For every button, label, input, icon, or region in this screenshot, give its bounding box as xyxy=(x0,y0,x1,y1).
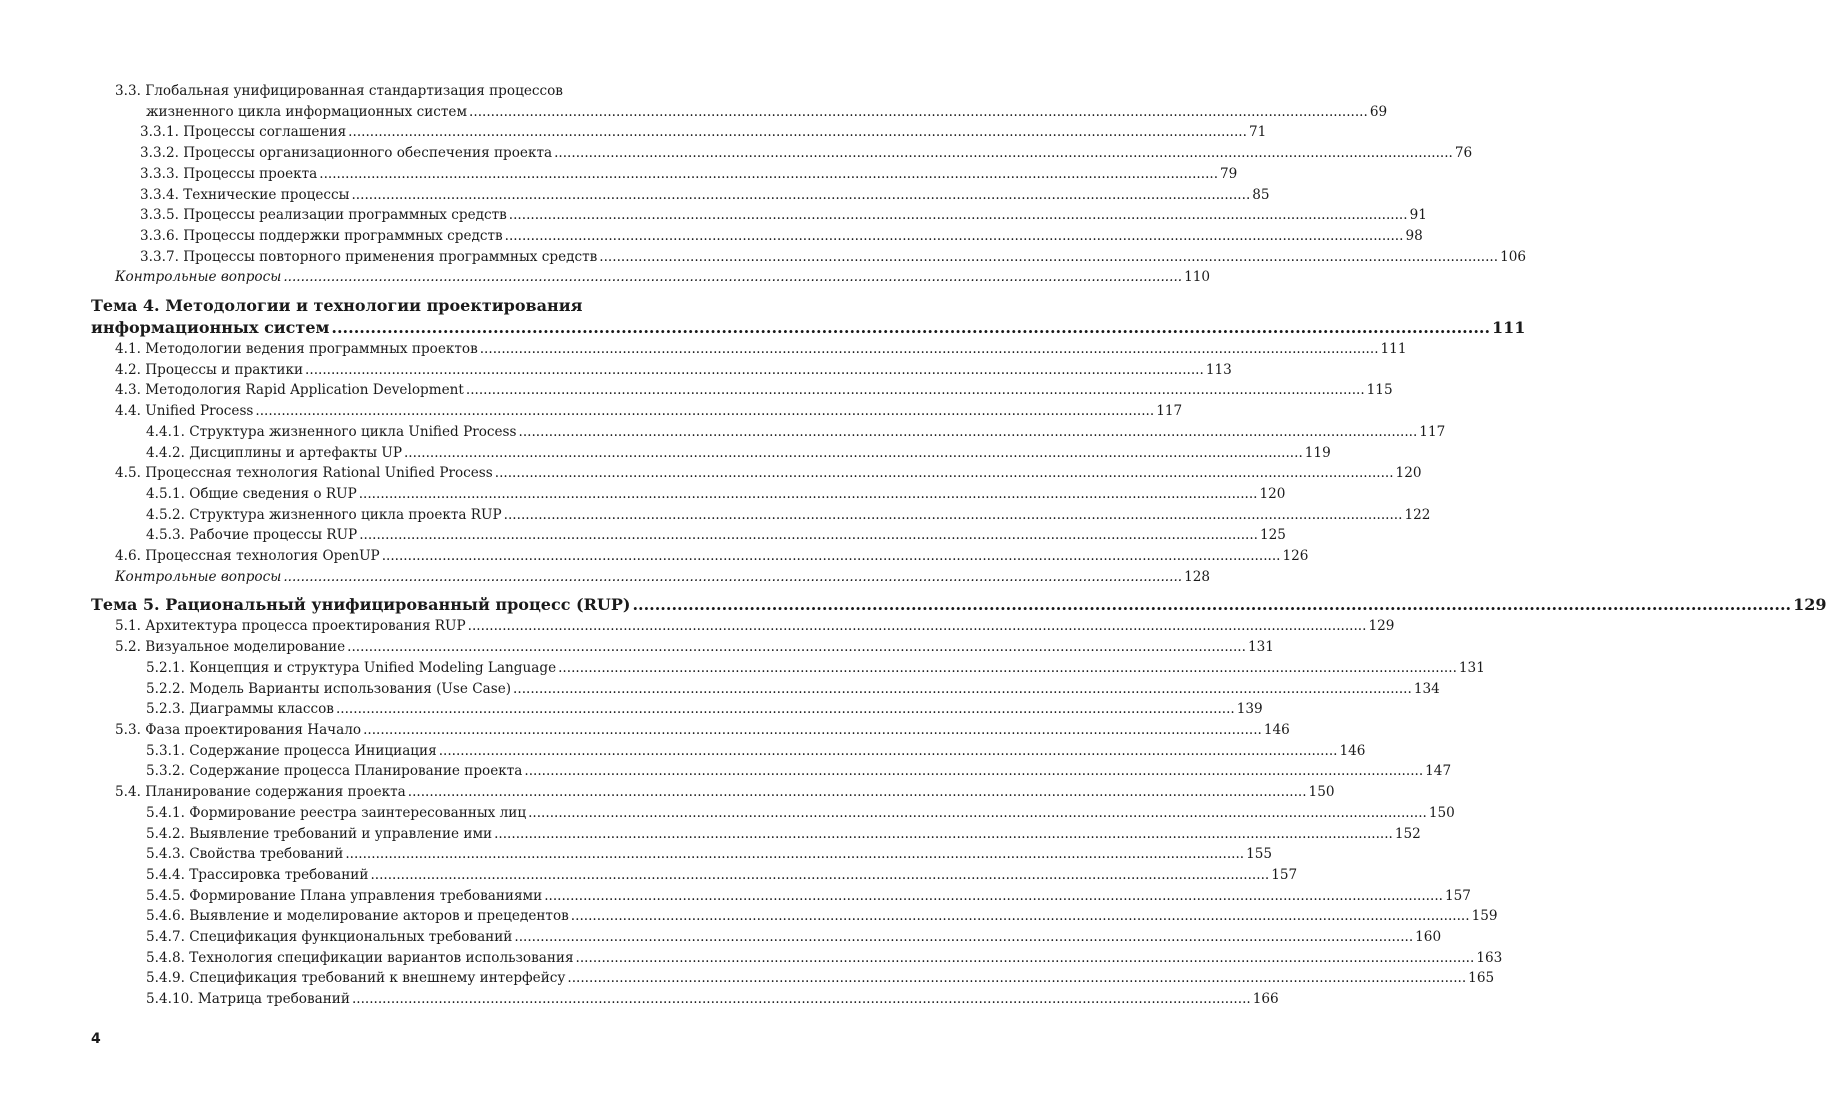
toc-page-number: 147 xyxy=(1425,763,1452,780)
toc-entry-title: 4.3. Методология Rapid Application Development xyxy=(115,382,464,399)
toc-entry-title: 3.3.2. Процессы организационного обеспечения проекта xyxy=(140,145,553,162)
toc-subsection xyxy=(91,824,1421,845)
page-number: 4 xyxy=(91,1031,101,1047)
toc-page-number: 131 xyxy=(1247,639,1274,656)
dot-leader xyxy=(480,339,1379,360)
dot-leader xyxy=(283,267,1182,288)
dot-leader xyxy=(404,443,1303,464)
dot-leader xyxy=(348,122,1247,143)
toc-entry-title: 5.1. Архитектура процесса проектирования RUP xyxy=(115,618,466,635)
dot-leader xyxy=(554,143,1453,164)
toc-entry-title: 3.3.1. Процессы соглашения xyxy=(140,124,347,141)
toc-entry-title: 4.5.3. Рабочие процессы RUP xyxy=(146,527,358,544)
toc-entry-title: 5.4.3. Свойства требований xyxy=(146,846,344,863)
toc-page-number: 125 xyxy=(1259,527,1286,544)
toc-page-number: 146 xyxy=(1339,742,1366,759)
toc-page-number: 150 xyxy=(1308,784,1335,801)
dot-leader xyxy=(345,844,1244,865)
toc-subsection xyxy=(91,865,1298,886)
toc-page-number: 126 xyxy=(1282,548,1309,565)
toc-subsection xyxy=(91,968,1495,989)
toc-entry-title: 4.2. Процессы и практики xyxy=(115,361,304,378)
toc-subsection xyxy=(91,122,1267,143)
dot-leader xyxy=(567,968,1466,989)
toc-subsection xyxy=(91,205,1427,226)
toc-subsection xyxy=(91,422,1446,443)
toc-section xyxy=(91,360,1232,381)
toc-entry-title: 5.4.2. Выявление требований и управление ими xyxy=(146,825,493,842)
toc-entry-title: 3.3.4. Технические процессы xyxy=(140,186,350,203)
toc-entry-title: 5.2.3. Диаграммы классов xyxy=(146,701,334,718)
toc-page-number: 129 xyxy=(1793,595,1826,615)
toc-subsection xyxy=(91,247,1527,268)
toc-entry-title: 5.4.9. Спецификация требований к внешнему интерфейсу xyxy=(146,970,566,987)
toc-entry-title: Контрольные вопросы xyxy=(115,568,282,585)
toc-section xyxy=(91,637,1274,658)
toc-topic-line xyxy=(91,594,1826,616)
toc-entry-title: 5.2.2. Модель Варианты использования (Use Case) xyxy=(146,680,512,697)
toc-entry-title: Контрольные вопросы xyxy=(115,269,282,286)
toc-entry-title: 5.4.7. Спецификация функциональных требований xyxy=(146,929,513,946)
dot-leader xyxy=(359,525,1258,546)
toc-entry-title: 5.3.2. Содержание процесса Планирование проекта xyxy=(146,763,523,780)
toc-topic-title: информационных систем xyxy=(91,318,330,338)
toc-page-number: 139 xyxy=(1236,701,1263,718)
toc-subsection xyxy=(91,927,1442,948)
toc-entry-continuation xyxy=(115,102,1388,123)
toc-subsection xyxy=(91,886,1471,907)
dot-leader xyxy=(576,948,1475,969)
dot-leader xyxy=(336,699,1235,720)
toc-entry-title: 5.3. Фаза проектирования Начало xyxy=(115,721,362,738)
dot-leader xyxy=(255,401,1154,422)
toc-entry-title: 4.1. Методологии ведения программных проектов xyxy=(115,341,478,358)
dot-leader xyxy=(494,824,1393,845)
toc-section xyxy=(91,463,1422,484)
toc-subsection xyxy=(91,761,1452,782)
toc-page-number: 71 xyxy=(1248,124,1267,141)
dot-leader xyxy=(519,422,1418,443)
toc-entry-title: 4.5.1. Общие сведения о RUP xyxy=(146,485,357,502)
toc-entry-title: 3.3. Глобальная унифицированная стандартизация процессов xyxy=(115,83,563,99)
dot-leader xyxy=(599,247,1498,268)
toc-page-number: 166 xyxy=(1252,991,1279,1008)
dot-leader xyxy=(352,989,1251,1010)
toc-subsection xyxy=(91,185,1270,206)
toc-page-number: 150 xyxy=(1428,804,1455,821)
dot-leader xyxy=(495,463,1394,484)
dot-leader xyxy=(632,594,1791,616)
toc-subsection xyxy=(91,484,1286,505)
dot-leader xyxy=(528,803,1427,824)
toc-entry-title: жизненного цикла информационных систем xyxy=(146,103,468,120)
dot-leader xyxy=(544,886,1443,907)
toc-subsection xyxy=(91,803,1455,824)
dot-leader xyxy=(347,637,1246,658)
toc-page-number: 113 xyxy=(1205,361,1232,378)
toc-subsection xyxy=(91,948,1503,969)
toc-section xyxy=(91,616,1395,637)
toc-entry-title: 5.4.10. Матрица требований xyxy=(146,991,350,1008)
toc-page-number: 163 xyxy=(1476,949,1503,966)
toc-entry-title: 3.3.3. Процессы проекта xyxy=(140,165,318,182)
toc-section xyxy=(91,720,1290,741)
toc-page-number: 146 xyxy=(1263,721,1290,738)
toc-page-number: 120 xyxy=(1259,485,1286,502)
toc-topic-5 xyxy=(91,594,1826,616)
dot-leader xyxy=(558,658,1457,679)
toc-topic-continuation xyxy=(91,317,1526,339)
toc-entry-title: 3.3.6. Процессы поддержки программных средств xyxy=(140,227,503,244)
toc-subsection xyxy=(91,164,1238,185)
toc-page-number: 91 xyxy=(1409,207,1427,224)
toc-page-number: 106 xyxy=(1500,248,1527,265)
toc-review-questions xyxy=(91,567,1211,588)
toc-section xyxy=(91,782,1335,803)
toc-entry-title: 4.4. Unified Process xyxy=(115,403,254,420)
toc-topic-title: Тема 4. Методологии и технологии проектирования xyxy=(91,296,583,316)
dot-leader xyxy=(514,927,1413,948)
toc-subsection xyxy=(91,443,1331,464)
toc-page-number: 129 xyxy=(1368,618,1395,635)
toc-page-number: 155 xyxy=(1246,846,1273,863)
dot-leader xyxy=(505,226,1404,247)
toc-entry-title: 4.6. Процессная технология OpenUP xyxy=(115,548,380,565)
toc-page-number: 165 xyxy=(1468,970,1495,987)
dot-leader xyxy=(408,782,1307,803)
toc-subsection xyxy=(91,989,1279,1010)
toc-entry-title: 4.5.2. Структура жизненного цикла проекта RUP xyxy=(146,506,502,523)
dot-leader xyxy=(509,205,1408,226)
toc-topic-title: Тема 5. Рациональный унифицированный процесс (RUP) xyxy=(91,595,631,615)
toc-entry-title: 4.4.2. Дисциплины и артефакты UP xyxy=(146,444,402,461)
toc-topic-4 xyxy=(91,295,1526,339)
toc-entry-title: 5.4.1. Формирование реестра заинтересованных лиц xyxy=(146,804,527,821)
toc-entry-title: 3.3.5. Процессы реализации программных средств xyxy=(140,207,507,224)
toc-review-questions xyxy=(91,267,1211,288)
toc-page-number: 117 xyxy=(1419,423,1446,440)
table-of-contents xyxy=(91,81,1826,1010)
toc-section xyxy=(91,339,1407,360)
dot-leader xyxy=(439,741,1338,762)
toc-subsection xyxy=(91,741,1366,762)
toc-subsection xyxy=(91,525,1286,546)
toc-page-number: 134 xyxy=(1413,680,1440,697)
dot-leader xyxy=(466,380,1365,401)
toc-page-number: 76 xyxy=(1454,145,1473,162)
toc-section-3-3 xyxy=(91,81,1388,122)
dot-leader xyxy=(359,484,1258,505)
toc-subsection xyxy=(91,679,1440,700)
dot-leader xyxy=(571,906,1470,927)
toc-page-number: 152 xyxy=(1394,825,1421,842)
dot-leader xyxy=(283,567,1182,588)
toc-entry-title: 3.3.7. Процессы повторного применения программных средств xyxy=(140,248,598,265)
dot-leader xyxy=(363,720,1262,741)
toc-page-number: 157 xyxy=(1271,866,1298,883)
toc-page-number: 79 xyxy=(1220,165,1238,182)
toc-page-number: 157 xyxy=(1444,887,1471,904)
toc-entry-title: 4.5. Процессная технология Rational Unified Process xyxy=(115,465,493,482)
toc-entry-title: 5.2. Визуальное моделирование xyxy=(115,639,346,656)
toc-page-number: 120 xyxy=(1395,465,1422,482)
toc-page-number: 98 xyxy=(1405,227,1423,244)
toc-page-number: 119 xyxy=(1304,444,1331,461)
toc-subsection xyxy=(91,844,1273,865)
toc-page-number: 160 xyxy=(1415,929,1442,946)
toc-entry-title: 4.4.1. Структура жизненного цикла Unified Process xyxy=(146,423,517,440)
dot-leader xyxy=(504,505,1403,526)
toc-section xyxy=(91,380,1393,401)
dot-leader xyxy=(382,546,1281,567)
toc-subsection xyxy=(91,699,1263,720)
toc-entry-title: 5.4. Планирование содержания проекта xyxy=(115,784,406,801)
toc-page-number: 122 xyxy=(1404,506,1431,523)
dot-leader xyxy=(468,616,1367,637)
toc-subsection xyxy=(91,505,1431,526)
dot-leader xyxy=(351,185,1250,206)
toc-entry-title: 5.4.8. Технология спецификации вариантов использования xyxy=(146,949,574,966)
toc-page-number: 131 xyxy=(1458,659,1485,676)
toc-entry-title: 5.2.1. Концепция и структура Unified Modeling Language xyxy=(146,659,557,676)
toc-subsection xyxy=(91,906,1498,927)
toc-page-number: 115 xyxy=(1366,382,1393,399)
dot-leader xyxy=(331,317,1490,339)
toc-subsection xyxy=(91,658,1485,679)
toc-entry-title: 5.4.5. Формирование Плана управления требованиями xyxy=(146,887,543,904)
toc-page-number: 111 xyxy=(1380,341,1407,358)
toc-section xyxy=(91,546,1309,567)
toc-entry-title: 5.4.4. Трассировка требований xyxy=(146,866,369,883)
toc-subsection xyxy=(91,143,1473,164)
toc-page-number: 111 xyxy=(1492,318,1526,338)
dot-leader xyxy=(469,102,1368,123)
toc-page-number: 128 xyxy=(1184,568,1211,585)
toc-page-number: 159 xyxy=(1471,908,1498,925)
toc-entry-title: 5.3.1. Содержание процесса Инициация xyxy=(146,742,437,759)
toc-page-number: 117 xyxy=(1156,403,1183,420)
dot-leader xyxy=(524,761,1423,782)
toc-page-number: 110 xyxy=(1184,269,1211,286)
toc-subsection xyxy=(91,226,1423,247)
dot-leader xyxy=(319,164,1218,185)
dot-leader xyxy=(513,679,1412,700)
dot-leader xyxy=(305,360,1204,381)
toc-section xyxy=(91,401,1183,422)
toc-page-number: 69 xyxy=(1369,103,1388,120)
dot-leader xyxy=(370,865,1269,886)
toc-entry-title: 5.4.6. Выявление и моделирование акторов и прецедентов xyxy=(146,908,569,925)
toc-page-number: 85 xyxy=(1252,186,1270,203)
